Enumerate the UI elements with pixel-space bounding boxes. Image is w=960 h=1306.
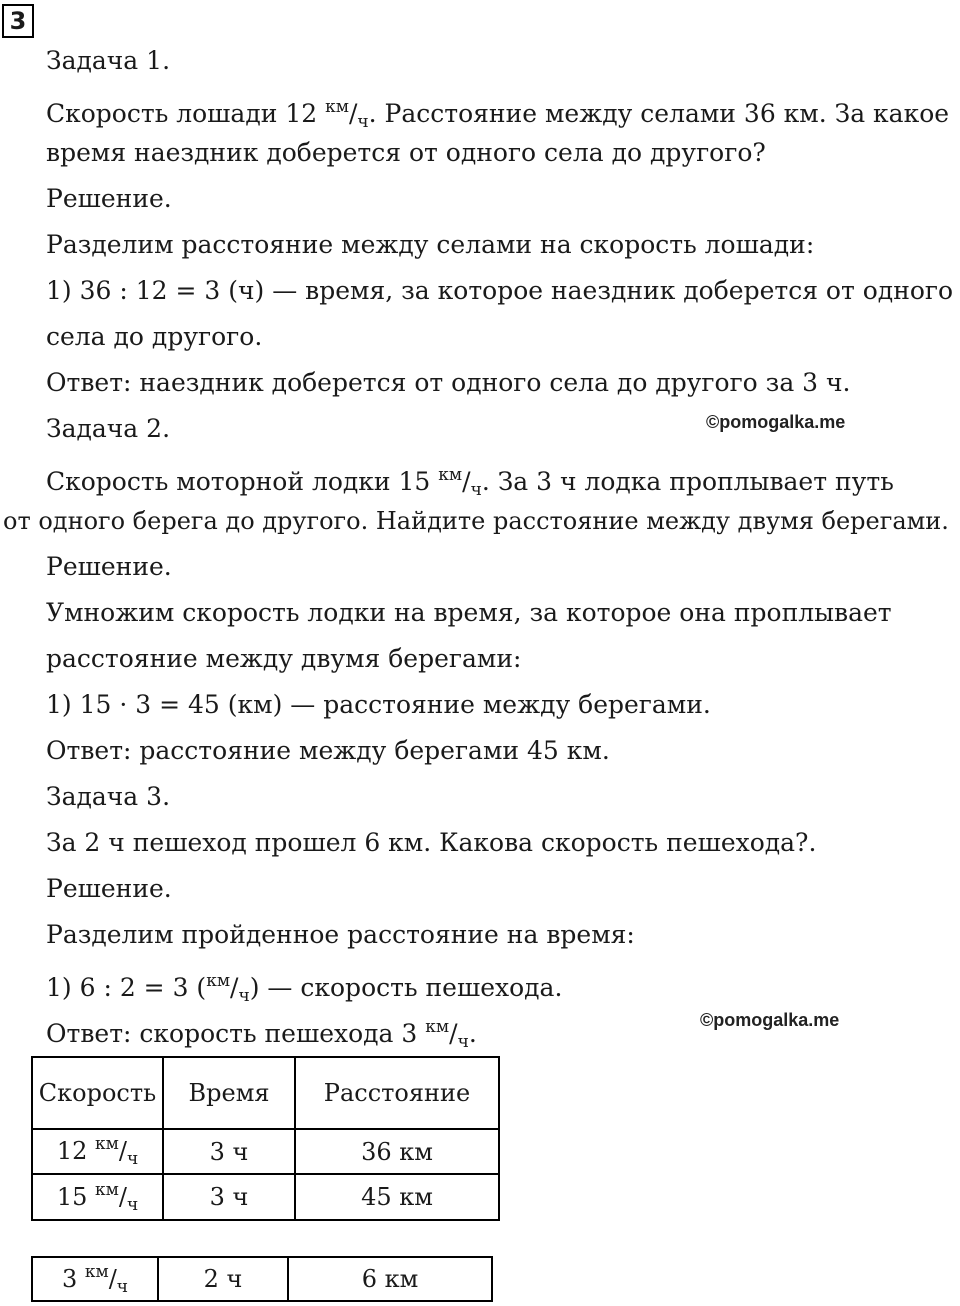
- table-row: [32, 1257, 492, 1301]
- task2-title: Задача 2.: [46, 414, 171, 443]
- table-speed-time-distance: [31, 1056, 500, 1221]
- header-distance: Расстояние: [295, 1057, 499, 1129]
- header-time: Время: [163, 1057, 295, 1129]
- header-speed: Скорость: [32, 1057, 163, 1129]
- unit-km-per-h: $^{км}/_ч$: [325, 97, 369, 132]
- task3-solution-text: Разделим пройденное расстояние на время:: [46, 920, 635, 949]
- task1-condition-line2: время наездник доберется от одного села до другого?: [46, 138, 766, 167]
- cell-time: 3 ч: [163, 1174, 295, 1220]
- cell-speed: 3 $^{км}/_ч$: [32, 1257, 158, 1301]
- cell-distance: 36 км: [295, 1129, 499, 1174]
- task3-answer: Ответ: скорость пешехода 3 $^{км}/_ч$.: [46, 1017, 477, 1052]
- task1-condition-line1: Скорость лошади 12 $^{км}/_ч$. Расстояние между селами 36 км. За какое: [46, 97, 950, 132]
- unit-km-per-h: $^{км}/_ч$: [94, 1179, 139, 1215]
- task3-step1: 1) 6 : 2 = 3 $(^{км}/_ч)$ — скорость пешехода.: [46, 971, 563, 1006]
- watermark: ©pomogalka.me: [700, 1010, 840, 1030]
- unit-km-per-h: $^{км}/_ч$: [438, 465, 482, 500]
- cell-distance: 6 км: [288, 1257, 492, 1301]
- task1-solution-text: Разделим расстояние между селами на скорость лошади:: [46, 230, 815, 259]
- unit-km-per-h: $^{км}/_ч$: [206, 971, 250, 1006]
- task1-step1-cont: села до другого.: [46, 322, 263, 351]
- task2-step1: 1) 15 · 3 = 45 (км) — расстояние между берегами.: [46, 690, 711, 719]
- task2-condition-line2: от одного берега до другого. Найдите расстояние между двумя берегами.: [3, 507, 949, 535]
- task2-answer: Ответ: расстояние между берегами 45 км.: [46, 736, 610, 765]
- task3-title: Задача 3.: [46, 782, 171, 811]
- cell-speed: 12 $^{км}/_ч$: [32, 1129, 163, 1174]
- cell-speed: 15 $^{км}/_ч$: [32, 1174, 163, 1220]
- task1-step1: 1) 36 : 12 = 3 (ч) — время, за которое наездник доберется от одного: [46, 276, 954, 305]
- table-task3: [31, 1256, 493, 1302]
- task2-condition-line1: Скорость моторной лодки 15 $^{км}/_ч$. За 3 ч лодка проплывает путь: [46, 465, 894, 500]
- watermark: ©pomogalka.me: [706, 412, 846, 432]
- task3-solution-label: Решение.: [46, 874, 172, 903]
- task2-solution-text1: Умножим скорость лодки на время, за которое она проплывает: [46, 598, 892, 627]
- table-row: [32, 1129, 499, 1174]
- task1-solution-label: Решение.: [46, 184, 172, 213]
- task-number-box: 3: [2, 4, 34, 38]
- task2-solution-text2: расстояние между двумя берегами:: [46, 644, 522, 673]
- task1-answer: Ответ: наездник доберется от одного села до другого за 3 ч.: [46, 368, 851, 397]
- table-header-row: [32, 1057, 499, 1129]
- unit-km-per-h: $^{км}/_ч$: [425, 1017, 469, 1052]
- task1-title: Задача 1.: [46, 46, 171, 75]
- cell-time: 3 ч: [163, 1129, 295, 1174]
- cell-distance: 45 км: [295, 1174, 499, 1220]
- unit-km-per-h: $^{км}/_ч$: [84, 1261, 129, 1297]
- table-row: [32, 1174, 499, 1220]
- unit-km-per-h: $^{км}/_ч$: [94, 1134, 139, 1169]
- task3-condition: За 2 ч пешеход прошел 6 км. Какова скорость пешехода?.: [46, 828, 817, 857]
- task2-solution-label: Решение.: [46, 552, 172, 581]
- cell-time: 2 ч: [158, 1257, 288, 1301]
